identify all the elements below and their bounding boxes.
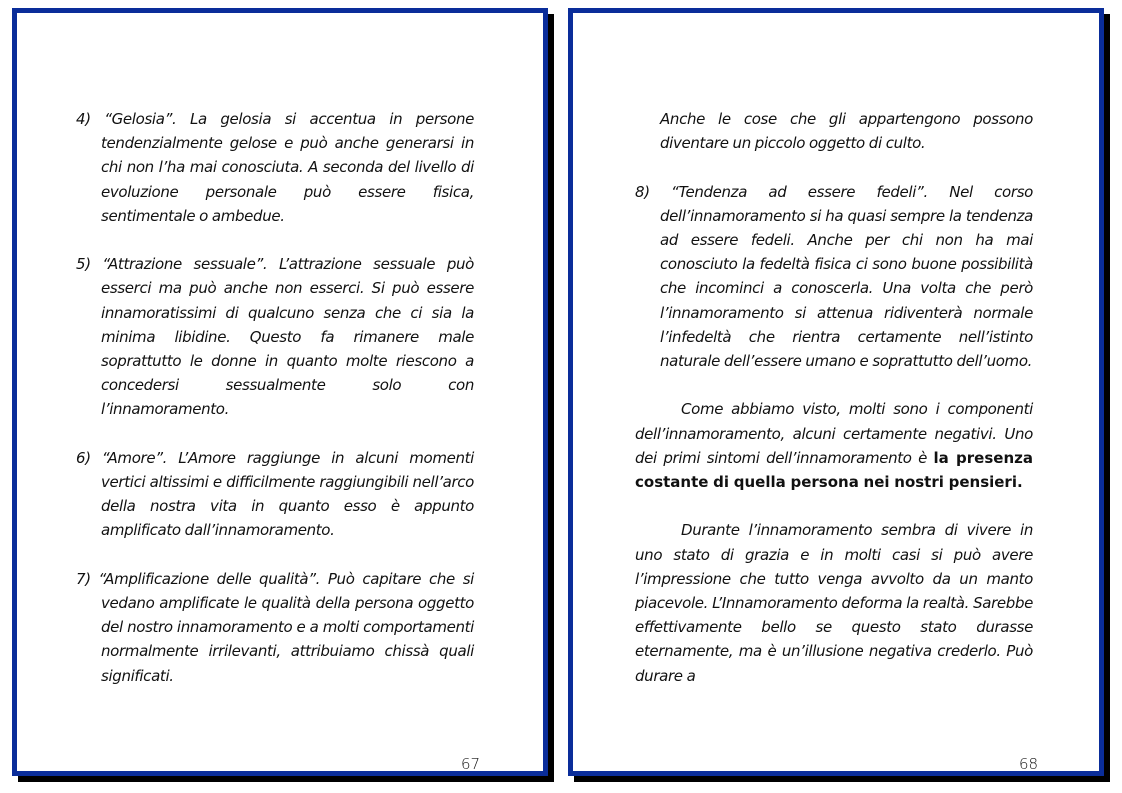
list-item-7: 7) “Amplificazione delle qualità”. Può capitare che si vedano amplificate le qualità della persona oggetto del nostro innamoramento e a molti comportamenti normalmente irrilevanti, attribuiamo chissà quali significati. — [76, 569, 474, 685]
left-page-text — [76, 107, 474, 712]
list-item-continuation: Anche le cose che gli appartengono possono diventare un piccolo oggetto di culto. — [660, 110, 1033, 153]
list-item-4: 4) “Gelosia”. La gelosia si accentua in persone tendenzialmente gelose e può anche generarsi in chi non l’ha mai conosciuta. A seconda del livello di evoluzione personale può essere fisica, sentimentale o ambedue. — [76, 110, 474, 225]
list-item-5: 5) “Attrazione sessuale”. L’attrazione sessuale può esserci ma può anche non esserci. Si può essere innamoratissimi di qualcuno senza che ci sia la minima libidine. Questo fa rimanere male soprattutto le donne in quanto molte riescono a concedersi sessualmente solo con l’innamoramento. — [76, 255, 474, 419]
list-item-6: 6) “Amore”. L’Amore raggiunge in alcuni momenti vertici altissimi e difficilmente raggiungibili nell’arco della nostra vita in quanto esso è appunto amplificato dall’innamoramento. — [76, 448, 474, 540]
list-item-8: 8) “Tendenza ad essere fedeli”. Nel corso dell’innamoramento si ha quasi sempre la tendenza ad essere fedeli. Anche per chi non ha mai conosciuto la fedeltà fisica ci sono buone possibilità che incominci a conoscerla. Una volta che però l’innamoramento si attenua ridiventerà normale l’infedeltà che rientra certamente nell’istinto naturale dell’essere umano e soprattutto dell’uomo. — [635, 182, 1033, 371]
body-paragraph — [635, 397, 1033, 494]
page-number: 67 — [461, 755, 481, 773]
page-number: 68 — [1019, 755, 1039, 773]
body-paragraph: Durante l’innamoramento sembra di vivere in uno stato di grazia e in molti casi si può avere l’impressione che tutto venga avvolto da un manto piacevole. L’Innamoramento deforma la realtà. Sarebbe effettivamente bello se questo stato durasse eternamente, ma è un’illusione negativa crederlo. Può durare a — [635, 521, 1033, 685]
right-page-text — [635, 107, 1033, 712]
emphasized-text: la presenza costante di quella persona nei nostri pensieri. — [635, 448, 1033, 492]
paragraph-text: Come abbiamo visto, molti sono i componenti dell’innamoramento, alcuni certamente negativi. Uno dei primi sintomi dell’innamoramento è — [635, 400, 1033, 467]
right-page — [568, 8, 1104, 776]
left-page — [12, 8, 548, 776]
